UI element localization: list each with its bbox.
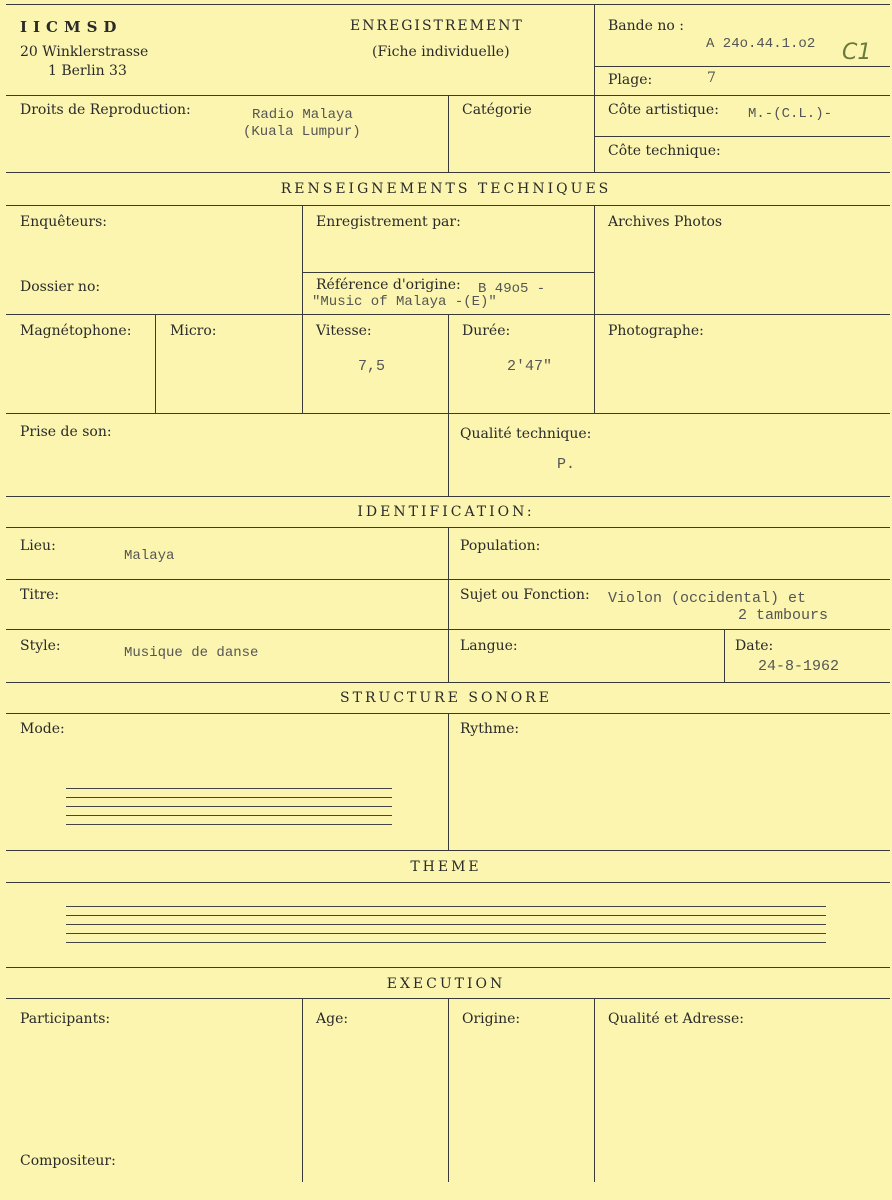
photographe-label: Photographe: bbox=[608, 323, 704, 339]
address-city: 1 Berlin 33 bbox=[48, 63, 127, 79]
rule-bande-plage bbox=[594, 66, 890, 67]
qualite-adresse-label: Qualité et Adresse: bbox=[608, 1011, 744, 1027]
reference-origine-value-1: B 49o5 - bbox=[478, 281, 546, 297]
qualite-technique-value: P. bbox=[557, 456, 576, 473]
rule-rights-bottom bbox=[6, 172, 890, 173]
origine-label: Origine: bbox=[462, 1011, 521, 1027]
reference-origine-value-2: "Music of Malaya -(E)" bbox=[312, 294, 497, 310]
prise-de-son-label: Prise de son: bbox=[20, 424, 112, 440]
date-value: 24-8-1962 bbox=[758, 658, 840, 675]
rule-style-bottom bbox=[6, 682, 890, 683]
vrule-categorie bbox=[448, 95, 449, 172]
vrule-qualite bbox=[448, 413, 449, 496]
cote-artistique-value: M.-(C.L.)- bbox=[748, 106, 833, 122]
address-street: 20 Winklerstrasse bbox=[20, 44, 149, 60]
sujet-fonction-value-2: 2 tambours bbox=[738, 607, 829, 624]
vrule-age bbox=[302, 998, 303, 1182]
cote-technique-label: Côte technique: bbox=[608, 143, 721, 159]
duree-value: 2'47" bbox=[507, 358, 553, 375]
bande-value: A 24o.44.1.o2 bbox=[706, 36, 816, 52]
titre-label: Titre: bbox=[20, 587, 60, 603]
section-identification: IDENTIFICATION: bbox=[357, 504, 535, 520]
micro-label: Micro: bbox=[170, 323, 217, 339]
section-renseignements-techniques: RENSEIGNEMENTS TECHNIQUES bbox=[280, 181, 612, 197]
vrule-qualite-adresse bbox=[594, 998, 595, 1182]
droits-label: Droits de Reproduction: bbox=[20, 102, 191, 118]
rule-cote bbox=[594, 136, 890, 137]
archives-photos-label: Archives Photos bbox=[608, 214, 723, 230]
participants-label: Participants: bbox=[20, 1011, 111, 1027]
enqueteurs-label: Enquêteurs: bbox=[20, 214, 108, 230]
bande-label: Bande no : bbox=[608, 18, 684, 34]
section-execution: EXECUTION bbox=[386, 976, 506, 992]
date-label: Date: bbox=[735, 638, 774, 654]
form-title: ENREGISTREMENT bbox=[350, 18, 524, 34]
enregistrement-par-label: Enregistrement par: bbox=[316, 214, 461, 230]
rule-theme-title bbox=[6, 882, 890, 883]
style-value: Musique de danse bbox=[124, 645, 259, 661]
droits-value-2: (Kuala Lumpur) bbox=[243, 124, 361, 140]
rule-enregistrement bbox=[302, 272, 594, 273]
population-label: Population: bbox=[460, 538, 541, 554]
age-label: Age: bbox=[316, 1011, 349, 1027]
sujet-fonction-label: Sujet ou Fonction: bbox=[460, 587, 590, 603]
sujet-fonction-value-1: Violon (occidental) et bbox=[608, 590, 807, 607]
langue-label: Langue: bbox=[460, 638, 518, 654]
section-structure-sonore: STRUCTURE SONORE bbox=[340, 690, 552, 706]
qualite-technique-label: Qualité technique: bbox=[460, 426, 592, 442]
droits-value-1: Radio Malaya bbox=[252, 107, 353, 123]
dossier-label: Dossier no: bbox=[20, 279, 101, 295]
style-label: Style: bbox=[20, 638, 61, 654]
lieu-value: Malaya bbox=[124, 548, 175, 564]
vrule-ident bbox=[448, 527, 449, 682]
vitesse-label: Vitesse: bbox=[316, 323, 372, 339]
vrule-origine bbox=[448, 998, 449, 1182]
vrule-tech-col1 bbox=[302, 205, 303, 413]
rule-mode-bottom bbox=[6, 850, 890, 851]
rule-theme-bottom bbox=[6, 967, 890, 968]
mode-label: Mode: bbox=[20, 721, 65, 737]
lieu-label: Lieu: bbox=[20, 538, 56, 554]
magnetophone-label: Magnétophone: bbox=[20, 323, 132, 339]
reference-origine-label: Référence d'origine: bbox=[316, 277, 461, 293]
plage-value: 7 bbox=[707, 70, 716, 86]
rythme-label: Rythme: bbox=[460, 721, 520, 737]
vitesse-value: 7,5 bbox=[358, 358, 386, 375]
duree-label: Durée: bbox=[462, 323, 511, 339]
categorie-label: Catégorie bbox=[462, 102, 532, 118]
vrule-duree bbox=[448, 314, 449, 413]
vrule-date bbox=[724, 629, 725, 682]
bande-handwritten-mark: C1 bbox=[842, 40, 872, 65]
rule-prise-bottom bbox=[6, 496, 890, 497]
vrule-header-right bbox=[594, 4, 595, 172]
vrule-micro bbox=[155, 314, 156, 413]
vrule-rythme bbox=[448, 713, 449, 850]
section-theme: THEME bbox=[410, 859, 482, 875]
vrule-tech-col3 bbox=[594, 205, 595, 413]
org-logo: IICMSD bbox=[20, 18, 123, 36]
compositeur-label: Compositeur: bbox=[20, 1153, 116, 1169]
plage-label: Plage: bbox=[608, 72, 653, 88]
form-subtitle: (Fiche individuelle) bbox=[372, 44, 510, 60]
rule-tech-title bbox=[6, 205, 890, 206]
rule-top bbox=[6, 4, 890, 5]
cote-artistique-label: Côte artistique: bbox=[608, 102, 719, 118]
